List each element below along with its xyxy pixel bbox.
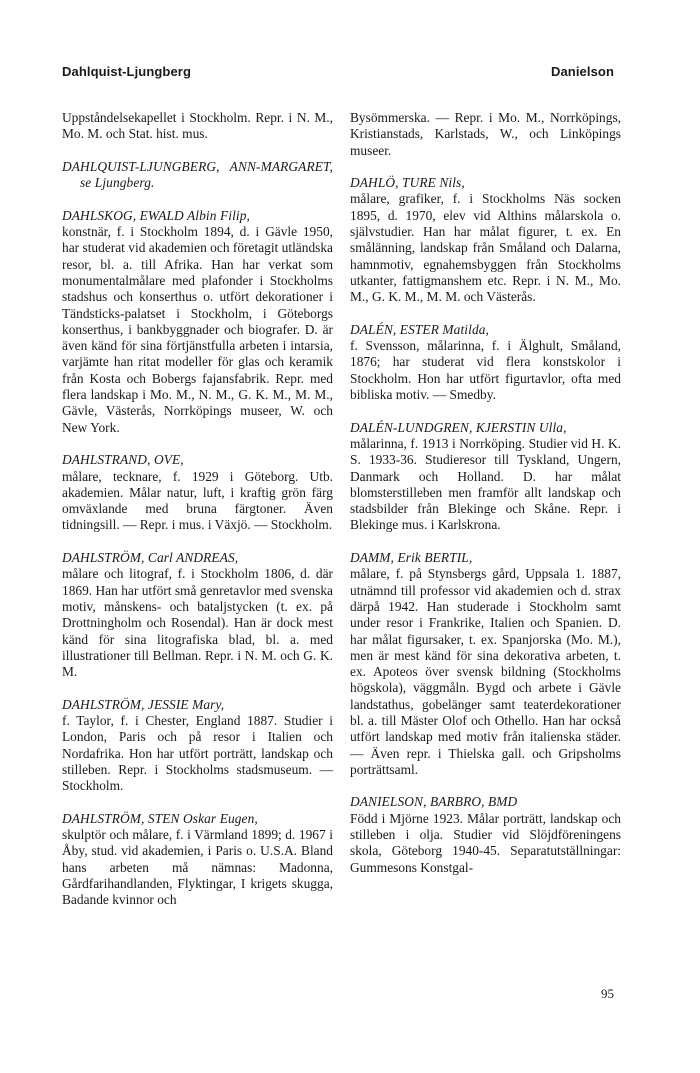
entry-name: DALÉN, ESTER Matilda, <box>350 321 489 337</box>
entry-name: DANIELSON, BARBRO, BMD <box>350 794 518 810</box>
entry-text: Född i Mjörne 1923. Målar porträtt, landskap och stilleben i olja. Studier vid Slöjdföreningens skola, Göteborg 1940-45. Separatutställningar: Gummesons Konstgal- <box>350 810 621 875</box>
entry-name: DAHLSTRÖM, Carl ANDREAS, <box>62 550 239 566</box>
entry <box>62 452 333 533</box>
entry-text: f. Taylor, f. i Chester, England 1887. Studier i London, Paris och på resor i Italien och Nordafrika. Hon har utfört porträtt, landskap och stilleben. Repr. i Stockholms stadsmuseum. — Stockholm. <box>62 712 333 794</box>
entry <box>62 811 333 909</box>
entry <box>350 175 621 305</box>
entry-text: målarinna, f. 1913 i Norrköping. Studier vid H. K. S. 1933-36. Studieresor till Tyskland, Ungern, Danmark och Holland. D. har målat blomsterstilleben men framför allt landskap och stadsbilder från Blekinge och Skåne. Repr. i Blekinge mus. i Karlskrona. <box>350 435 621 533</box>
entry-text: konstnär, f. i Stockholm 1894, d. i Gävle 1950, har studerat vid akademien och företagit utländska resor, bl. a. till Afrika. Han har verkat som monumentalmålare med plafonder i Stockholms stadshus och konserthus o. utfört dekorationer i Tändsticks-palatset i Stockholm, i Göteborgs konserthus, i bankbyggnader och biografer. D. är även känd för sina förtjänstfulla arbeten i intarsia, varjämte han ritat modeller för glas och keramik från Kosta och Bobergs fajansfabrik. Repr. med flera landskap i Mo. M., N. M., G. K. M., M. M., Gävle, Västerås, Norrköpings museer, W. och New York. <box>62 224 333 435</box>
entry-name: DAHLSTRÖM, JESSIE Mary, <box>62 696 225 712</box>
entry-text: målare, grafiker, f. i Stockholms Näs socken 1895, d. 1970, elev vid Althins målarskola o. självstudier. Han har målat figurer, t. ex. En smålänning, landskap från Småland och Dalarna, hamnmotiv, egnahemsbyggen från Stockholms utkanter, fattigmanshem etc. Repr. i N. M., Mo. M., G. K. M., M. M. och Västerås. <box>350 191 621 305</box>
entry <box>62 159 333 192</box>
entry-name: DALÉN-LUNDGREN, KJERSTIN Ulla, <box>350 419 567 435</box>
entry-text: Uppståndelsekapellet i Stockholm. Repr. i N. M., Mo. M. och Stat. hist. mus. <box>62 110 333 142</box>
entry-text: Bysömmerska. — Repr. i Mo. M., Norrköpings, Kristianstads, Karlstads, W., och Linköpings museer. <box>350 110 621 158</box>
running-head-left: Dahlquist-Ljungberg <box>62 64 191 79</box>
right-column <box>350 110 621 892</box>
entry <box>350 420 621 534</box>
entry-name: DAHLÖ, TURE Nils, <box>350 175 465 191</box>
entry-text: målare och litograf, f. i Stockholm 1806, d. där 1869. Han har utfört små genretavlor med svenska motiv, månskens- och bataljstycken (t. ex. på Drottningholm och Rosendal). Han är dock mest känd för sina litografiska blad, bl. a. med illustrationer till Bellman. Repr. i N. M. och G. K. M. <box>62 566 333 680</box>
entry-text: f. Svensson, målarinna, f. i Älghult, Småland, 1876; har studerat vid flera konstskolor i Stockholm. Hon har utfört figurtavlor, ofta med bibliska motiv. — Smedby. <box>350 338 621 403</box>
entry <box>350 110 621 159</box>
entry <box>62 208 333 436</box>
entry-name: DAHLSTRAND, OVE, <box>62 452 184 468</box>
entry <box>62 110 333 143</box>
entry-text: skulptör och målare, f. i Värmland 1899; d. 1967 i Åby, stud. vid akademien, i Paris o. U.S.A. Bland hans arbeten må nämnas: Madonna, Gårdfarihandlanden, Flyktingar, I krigets skugga, Badande kvinnor och <box>62 827 333 908</box>
page-number: 95 <box>601 986 614 1001</box>
entry-text: målare, tecknare, f. 1929 i Göteborg. Utb. akademien. Målar natur, luft, i kraftig grön färg omväxlande med bruna färgtoner. Även tidningsill. — Repr. i mus. i Växjö. — Stockholm. <box>62 468 333 533</box>
entry <box>350 322 621 403</box>
entry-name: DAHLQUIST-LJUNGBERG, ANN-MARGARET, se Ljungberg. <box>62 158 333 191</box>
entry-text: målare, f. på Stynsbergs gård, Uppsala 1. 1887, utnämnd till professor vid akademien och d. strax därpå 1942. Han studerade i Stockholm samt under resor i Frankrike, Italien och Spanien. D. har målat figursaker, t. ex. Spanjorska (Mo. M.), men är mest känd för sina dekorativa arbeten, t. ex. Apoteos över svensk bildning (Stockholms högskola), väggmåln. Bygd och arbete i Gävle landstathus, gobelänger samt teaterdekorationer bl. a. till Mäster Olof och Othello. Han har också utfört landskap med motiv från italienska städer. — Även repr. i Thielska gall. och Gripsholms porträttsaml. <box>350 566 621 777</box>
entry <box>350 794 621 875</box>
left-column <box>62 110 333 925</box>
entry <box>62 550 333 680</box>
entry-name: DAHLSKOG, EWALD Albin Filip, <box>62 207 250 223</box>
running-head-right: Danielson <box>550 64 614 79</box>
entry-name: DAMM, Erik BERTIL, <box>350 550 473 566</box>
entry <box>350 550 621 778</box>
entry <box>62 697 333 795</box>
entry-name: DAHLSTRÖM, STEN Oskar Eugen, <box>62 810 258 826</box>
